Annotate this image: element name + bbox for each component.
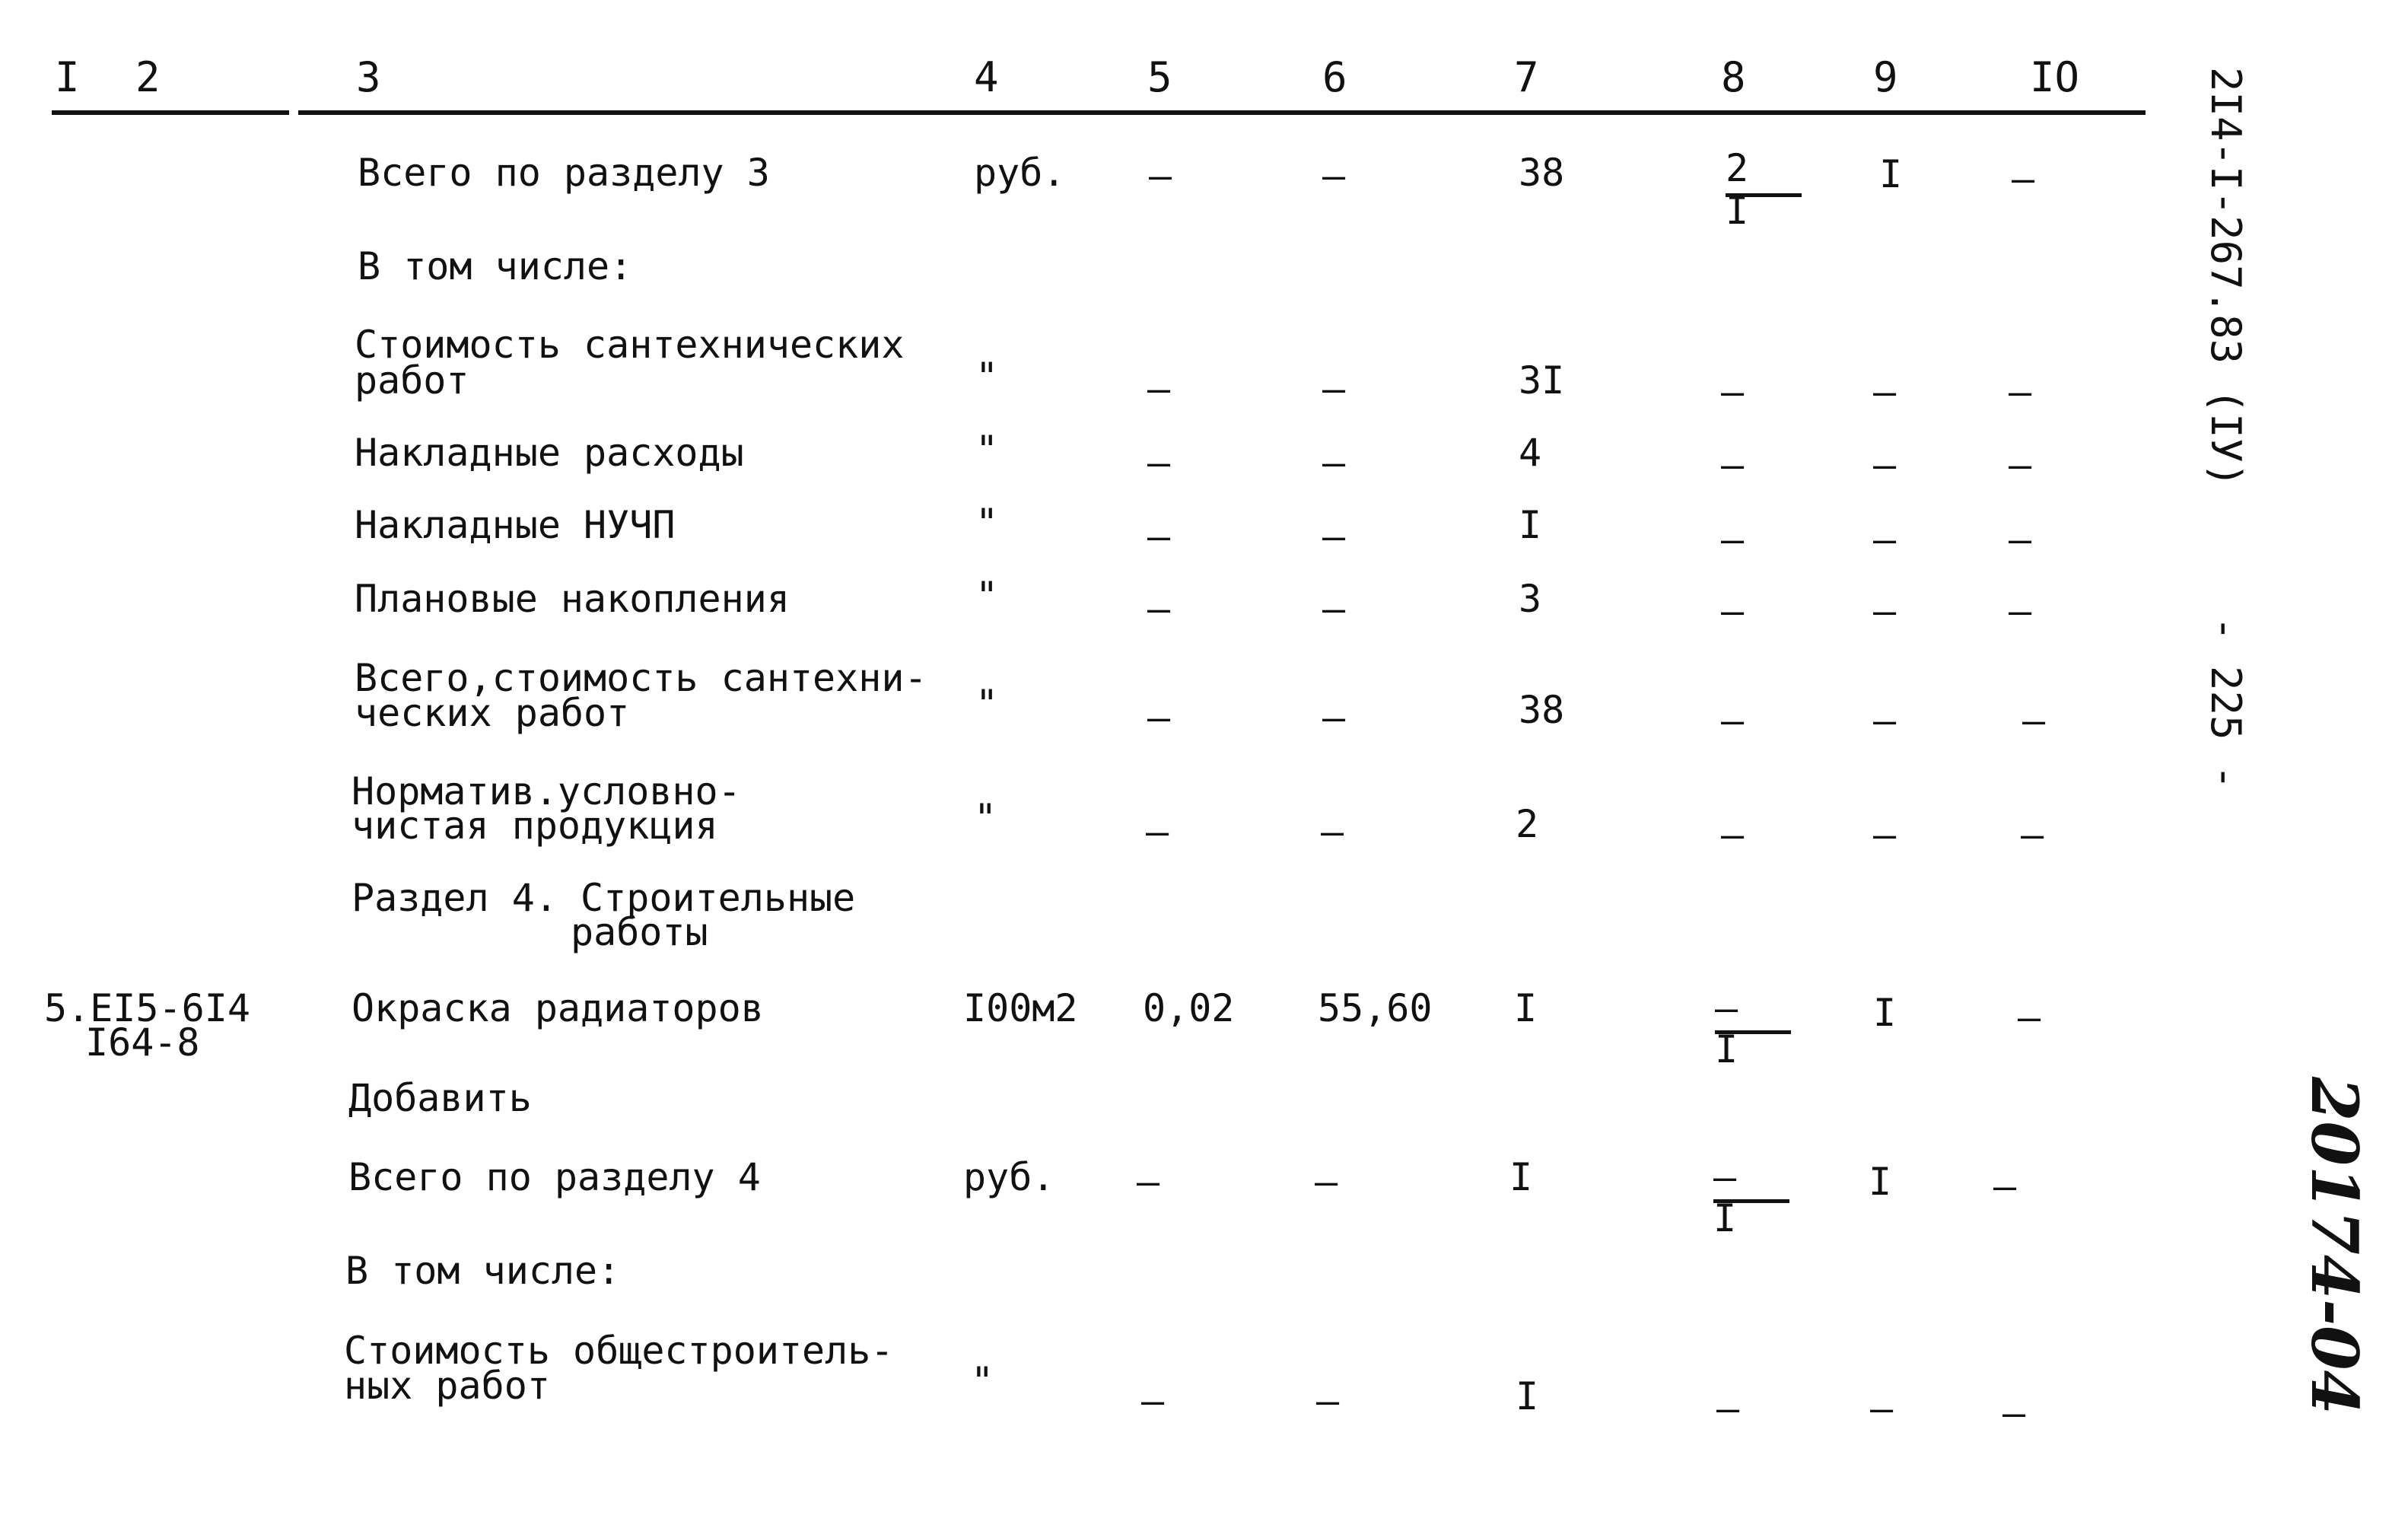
- document-code: 2I4-I-267.83 (IУ): [2202, 67, 2250, 488]
- header-rule-left: [52, 110, 289, 115]
- item-name: Плановые накопления: [355, 577, 790, 621]
- col-6-value: –: [1322, 514, 1346, 559]
- col-header-6: 6: [1322, 53, 1347, 101]
- col-5-value: –: [1147, 367, 1171, 411]
- col-8-value: –: [1721, 370, 1745, 414]
- col-6-value: –: [1322, 441, 1346, 485]
- fraction-denominator: I: [1726, 189, 1749, 233]
- fraction-numerator: –: [1715, 986, 1738, 1030]
- col-7-value: I: [1509, 1155, 1533, 1199]
- col-9-value: I: [1879, 152, 1903, 196]
- col-7-value: 4: [1519, 431, 1542, 475]
- header-rule-main: [298, 110, 2146, 115]
- col-6-value: 55,60: [1318, 986, 1433, 1030]
- unit-ditto: ": [975, 428, 999, 472]
- col-6-value: –: [1315, 1160, 1338, 1204]
- page-number: - 225 -: [2202, 616, 2250, 790]
- col-6-value: –: [1322, 696, 1346, 740]
- col-5-value: –: [1146, 810, 1169, 854]
- col-header-2: 2: [135, 53, 161, 101]
- col-header-1: I: [55, 53, 80, 101]
- item-name-line-1: Стоимость общестроитель-: [344, 1329, 894, 1373]
- item-name: В том числе:: [345, 1249, 621, 1293]
- unit-ditto: ": [975, 501, 999, 545]
- item-name: В том числе:: [358, 244, 633, 288]
- col-9-value: –: [1873, 370, 1897, 414]
- item-code-line-1: 5.EI5-6I4: [44, 986, 250, 1030]
- col-5-value: –: [1149, 154, 1172, 198]
- col-9-value: –: [1873, 443, 1897, 487]
- col-6-value: –: [1316, 1379, 1340, 1423]
- item-name: Накладные НУЧП: [355, 503, 676, 547]
- col-10-value: –: [2022, 699, 2046, 743]
- unit: I00м2: [963, 986, 1078, 1030]
- col-10-value: –: [2018, 995, 2041, 1039]
- col-7-value: 3I: [1519, 358, 1565, 403]
- col-header-7: 7: [1514, 53, 1539, 101]
- unit-ditto: ": [975, 682, 999, 726]
- unit: руб.: [974, 151, 1066, 195]
- item-code-line-2: I64-8: [85, 1020, 200, 1065]
- col-10-value: –: [2009, 517, 2032, 562]
- item-name-line-1: Всего,стоимость сантехни-: [355, 656, 927, 700]
- item-name: Окраска радиаторов: [351, 986, 764, 1030]
- col-5-value: 0,02: [1143, 986, 1235, 1030]
- col-10-value: –: [2009, 370, 2032, 414]
- section-title-line-1: Раздел 4. Строительные: [351, 876, 856, 920]
- col-10-value: –: [2009, 589, 2032, 633]
- col-9-value: –: [1870, 1386, 1894, 1431]
- item-name-line-1: Стоимость сантехнических: [355, 323, 905, 367]
- item-name: Всего по разделу 3: [358, 151, 770, 195]
- col-7-value: I: [1514, 986, 1538, 1030]
- fraction-numerator: –: [1713, 1155, 1737, 1199]
- col-8-value: –: [1721, 517, 1745, 562]
- col-header-8: 8: [1721, 53, 1746, 101]
- fraction-numerator: 2: [1726, 146, 1749, 190]
- col-5-value: –: [1147, 587, 1171, 631]
- col-7-value: I: [1519, 503, 1542, 547]
- fraction-denominator: I: [1713, 1196, 1737, 1240]
- unit-ditto: ": [974, 796, 997, 840]
- unit-ditto: ": [975, 574, 999, 618]
- item-name-line-1: Норматив.условно-: [351, 769, 741, 813]
- col-5-value: –: [1147, 514, 1171, 559]
- unit-ditto: ": [975, 355, 999, 399]
- col-header-4: 4: [974, 53, 999, 101]
- fraction-denominator: I: [1715, 1027, 1738, 1071]
- col-10-value: –: [2012, 157, 2035, 201]
- item-name: Накладные расходы: [355, 431, 744, 475]
- col-5-value: –: [1141, 1379, 1165, 1423]
- col-5-value: –: [1137, 1160, 1160, 1204]
- col-7-value: 38: [1519, 151, 1565, 195]
- col-10-value: –: [2002, 1391, 2026, 1435]
- col-5-value: –: [1147, 696, 1171, 740]
- item-name: Добавить: [348, 1076, 532, 1120]
- col-5-value: –: [1147, 441, 1171, 485]
- item-name-line-2: работ: [355, 358, 469, 403]
- col-9-value: –: [1873, 699, 1897, 743]
- col-7-value: 38: [1519, 688, 1565, 732]
- col-10-value: –: [2021, 813, 2044, 857]
- col-9-value: I: [1873, 991, 1897, 1035]
- col-header-9: 9: [1873, 53, 1898, 101]
- item-name-line-2: ных работ: [344, 1364, 550, 1408]
- col-header-5: 5: [1147, 53, 1172, 101]
- col-10-value: –: [1993, 1164, 2017, 1208]
- col-8-value: –: [1721, 443, 1745, 487]
- unit: руб.: [963, 1155, 1055, 1199]
- col-10-value: –: [2009, 443, 2032, 487]
- item-name-line-2: ческих работ: [355, 691, 630, 735]
- col-9-value: –: [1873, 813, 1897, 857]
- col-9-value: –: [1873, 517, 1897, 562]
- col-6-value: –: [1322, 367, 1346, 411]
- section-title-line-2: работы: [571, 910, 708, 954]
- col-7-value: 3: [1519, 577, 1542, 621]
- col-8-value: –: [1716, 1386, 1740, 1431]
- col-8-value: –: [1721, 589, 1745, 633]
- col-7-value: I: [1516, 1374, 1539, 1418]
- item-name-line-2: чистая продукция: [351, 804, 718, 848]
- col-6-value: –: [1322, 154, 1346, 198]
- col-6-value: –: [1321, 810, 1344, 854]
- col-8-value: –: [1721, 813, 1745, 857]
- item-name: Всего по разделу 4: [348, 1155, 761, 1199]
- col-7-value: 2: [1516, 802, 1539, 846]
- col-6-value: –: [1322, 587, 1346, 631]
- col-9-value: I: [1869, 1160, 1892, 1204]
- col-8-value: –: [1721, 699, 1745, 743]
- handwritten-note: 20174-04: [2297, 1077, 2372, 1415]
- col-header-10: IO: [2030, 53, 2080, 101]
- unit-ditto: ": [971, 1359, 994, 1403]
- col-header-3: 3: [356, 53, 381, 101]
- col-9-value: –: [1873, 589, 1897, 633]
